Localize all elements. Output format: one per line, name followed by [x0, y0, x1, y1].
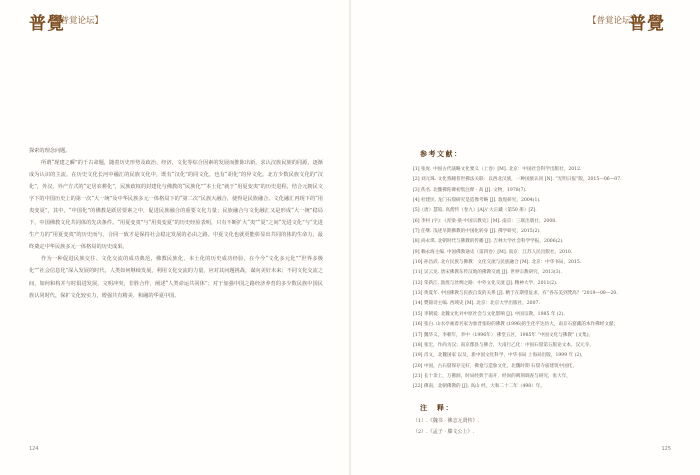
references-heading: 参考文献： — [420, 149, 463, 158]
reference-item: [18] 张宏，作尚为汉；南京郡县与佛合，大南行乙化：中国石窟第五版论文本，汉元寺， — [413, 342, 594, 348]
paragraph: 所谓“现建之瞬”的千古命题，随着历史形势及政治、经济、文化等综合因素的发展而推陈出新，求认汉族民族的同源，逐渐成为认识的主流。在历史文化长河中融汇的民族文化中，既有“汉化”的同文化，也有“胡化”的异文化。北方少数民族文化的“汉化”，外汉、外产方式的“定居农耕化”，民族政权的封建化与佛教的“民族化”“本土化”就于“用夏变夷”的历史进程，结合元朝民文字下的中国历史上的第一次“大一统”及中华民族多元一体格局下的“第二次”民族大融合，使得是民族融合、文化融汇再现下的“用夷变夏”，其中，“中国化”的佛教是跃居要素之中，促进民族融合的重要文化力量；民族融合与文化融汇又是形成“大一统”稳局下，中国佛教文化共同体的先决条件。“用夏变夷”与“用夷变夏”的历史经验表明，只有不断扩大“夷”“夏”之间“先进文化”与“先进生产力的“用夏变夷”的历史而与，合同一致才是保持社会稳定发展的必由之路。中夏文化也就更能彰显出共同的体的生命力，最终奠定中华民族多元一体格局的历史成果。 — [29, 160, 323, 251]
page-number: 125 — [661, 446, 671, 452]
brand-logo: 普覺 — [629, 14, 665, 34]
reference-item: [19] 肖文，北魏国家 以及，新中国文化科学，中华书局 上海局出版，1999 年 (2)， — [413, 353, 586, 359]
note-item: （1）.《魏书 · 佛志元贤传》. — [413, 418, 480, 424]
reference-item: [13] 黄夏年. 中国佛教与民族自发的关系 [J]. 精于在期望征求，有“各东美到梵高？”2019—08—20. — [413, 291, 618, 297]
reference-item: [4] 杜建民. 龙门石窟研究是造像考略 [J]. 敦煌研究，2004(1). — [413, 198, 541, 204]
reference-item: [7] 任继. 浅述早期佛教的中国化转身 [J]. 佛学研究，2015(2). — [413, 229, 541, 235]
forum-label: 【普覚论坛】 — [52, 16, 104, 26]
reference-item: [17] 魏华义，李朝年，李中（1996年） 佛堂五区，1985年 “中国文化与佛教” (文集)， — [413, 332, 594, 338]
reference-item: [14] 樊锦诗主编. 西域史 [M]. 北京：北京大学出版社，2007. — [413, 301, 540, 307]
brand-logo: 普覺 — [29, 14, 65, 34]
reference-item: [15] 李朝爱. 北魏文化对中原社会与文化影响 [J]. 中国宗教，1985 年 (2). — [413, 311, 565, 317]
reference-item: [20] 中国，古石窟保存完好，佛龛与造象文化，北魏时期 石窟寺庙建筑中国化， — [413, 363, 577, 369]
reference-item: [3] 佚名. 北魏佛陀碑初集注释 · 高 [J]. 文物，1978(7). — [413, 187, 527, 193]
reference-item: [5]（唐）慧皎. 高僧传（卷九）[A]// 大正藏（第50 册）[Z]. — [413, 208, 537, 214]
paragraph: 作为一种促进民族交往、文化交流的成功典范，佛教民族化、本土化的历史成功经验，在今今“文化多元化”“世界多极化”“社会信息化”深入发展的时代，人类如何继续发展，利用文化交流的力量，应对其问题挑战，谋向美好未来；不同文化交流之间，如何和构并与时俱进发展，文明冲突，非胜合作，阐述“人类命运共同体”；对于加强中国之路经济养育的多少数民族中国民族认同时代，保扩文化较实力，增强共有精美、和融的华夏中国。 — [29, 256, 323, 299]
body-text — [29, 145, 323, 302]
reference-item: [21] 长十余上，万佛洞，时局经典于南开，经尚的碑刻调查与研究，张大年， — [413, 373, 571, 379]
reference-item: [22] 佛南，北朝佛教的 [J]. 高山 经，大和二十二年（498）年。 — [413, 384, 545, 390]
left-page — [0, 0, 349, 475]
reference-item: [11] 吴云龙. 唐宋佛教东传汉地的佛教交流 [J]. 世界宗教研究，2013(3). — [413, 270, 562, 276]
reference-item: [1] 张虎. 中国古代战略文化要义（上卷）[M]. 北京：中国社会科学出版社，2012. — [413, 167, 582, 172]
paragraph: 探索的理念问题。 — [29, 148, 71, 154]
page-number: 124 — [29, 446, 39, 452]
reference-item: [6] 李村 (字)：《青梁·梁·中国宗教史》[M]. 南京：三联出版社，2008. — [413, 218, 557, 224]
reference-item: [12] 荣新江. 敦煌与丝绸之路：中外文化交流 [J]. 精神大学，2011(2). — [413, 280, 558, 286]
right-page — [351, 0, 700, 475]
reference-item: [16] 张白. 山水亭画着名家为象晋张盼的佛教 (1996)的生化平达仿大，南京石窟藏的本作佛经文献； — [413, 322, 619, 328]
reference-item: [8] 尚永琪. 北朝时代与佛教的传播 [J]. 吉林大学社会科学学报，2006(2). — [413, 239, 564, 245]
reference-item: [2] 刘元珠. 文化熟睡普世佛法关联：以西北汉族，一种国族认同 [N]. “光明日报”版，2015—06—07. — [413, 177, 622, 183]
references-list — [413, 165, 673, 393]
reference-item: [9] 赖永海主编. 中国佛教通史（第四卷）[M]. 南京：江苏人民出版社，2010. — [413, 249, 573, 255]
notes-list — [413, 416, 479, 438]
note-item: （2）.《孟子 · 滕文公上》. — [413, 429, 475, 435]
notes-heading: 注 释： — [420, 403, 454, 412]
reference-item: [10] 孙昌武. 北方民族与佛教：文化交流与民族融合 [M]. 北京：中华书局，2015. — [413, 260, 582, 266]
forum-label: 【普覚论坛】 — [587, 16, 639, 26]
